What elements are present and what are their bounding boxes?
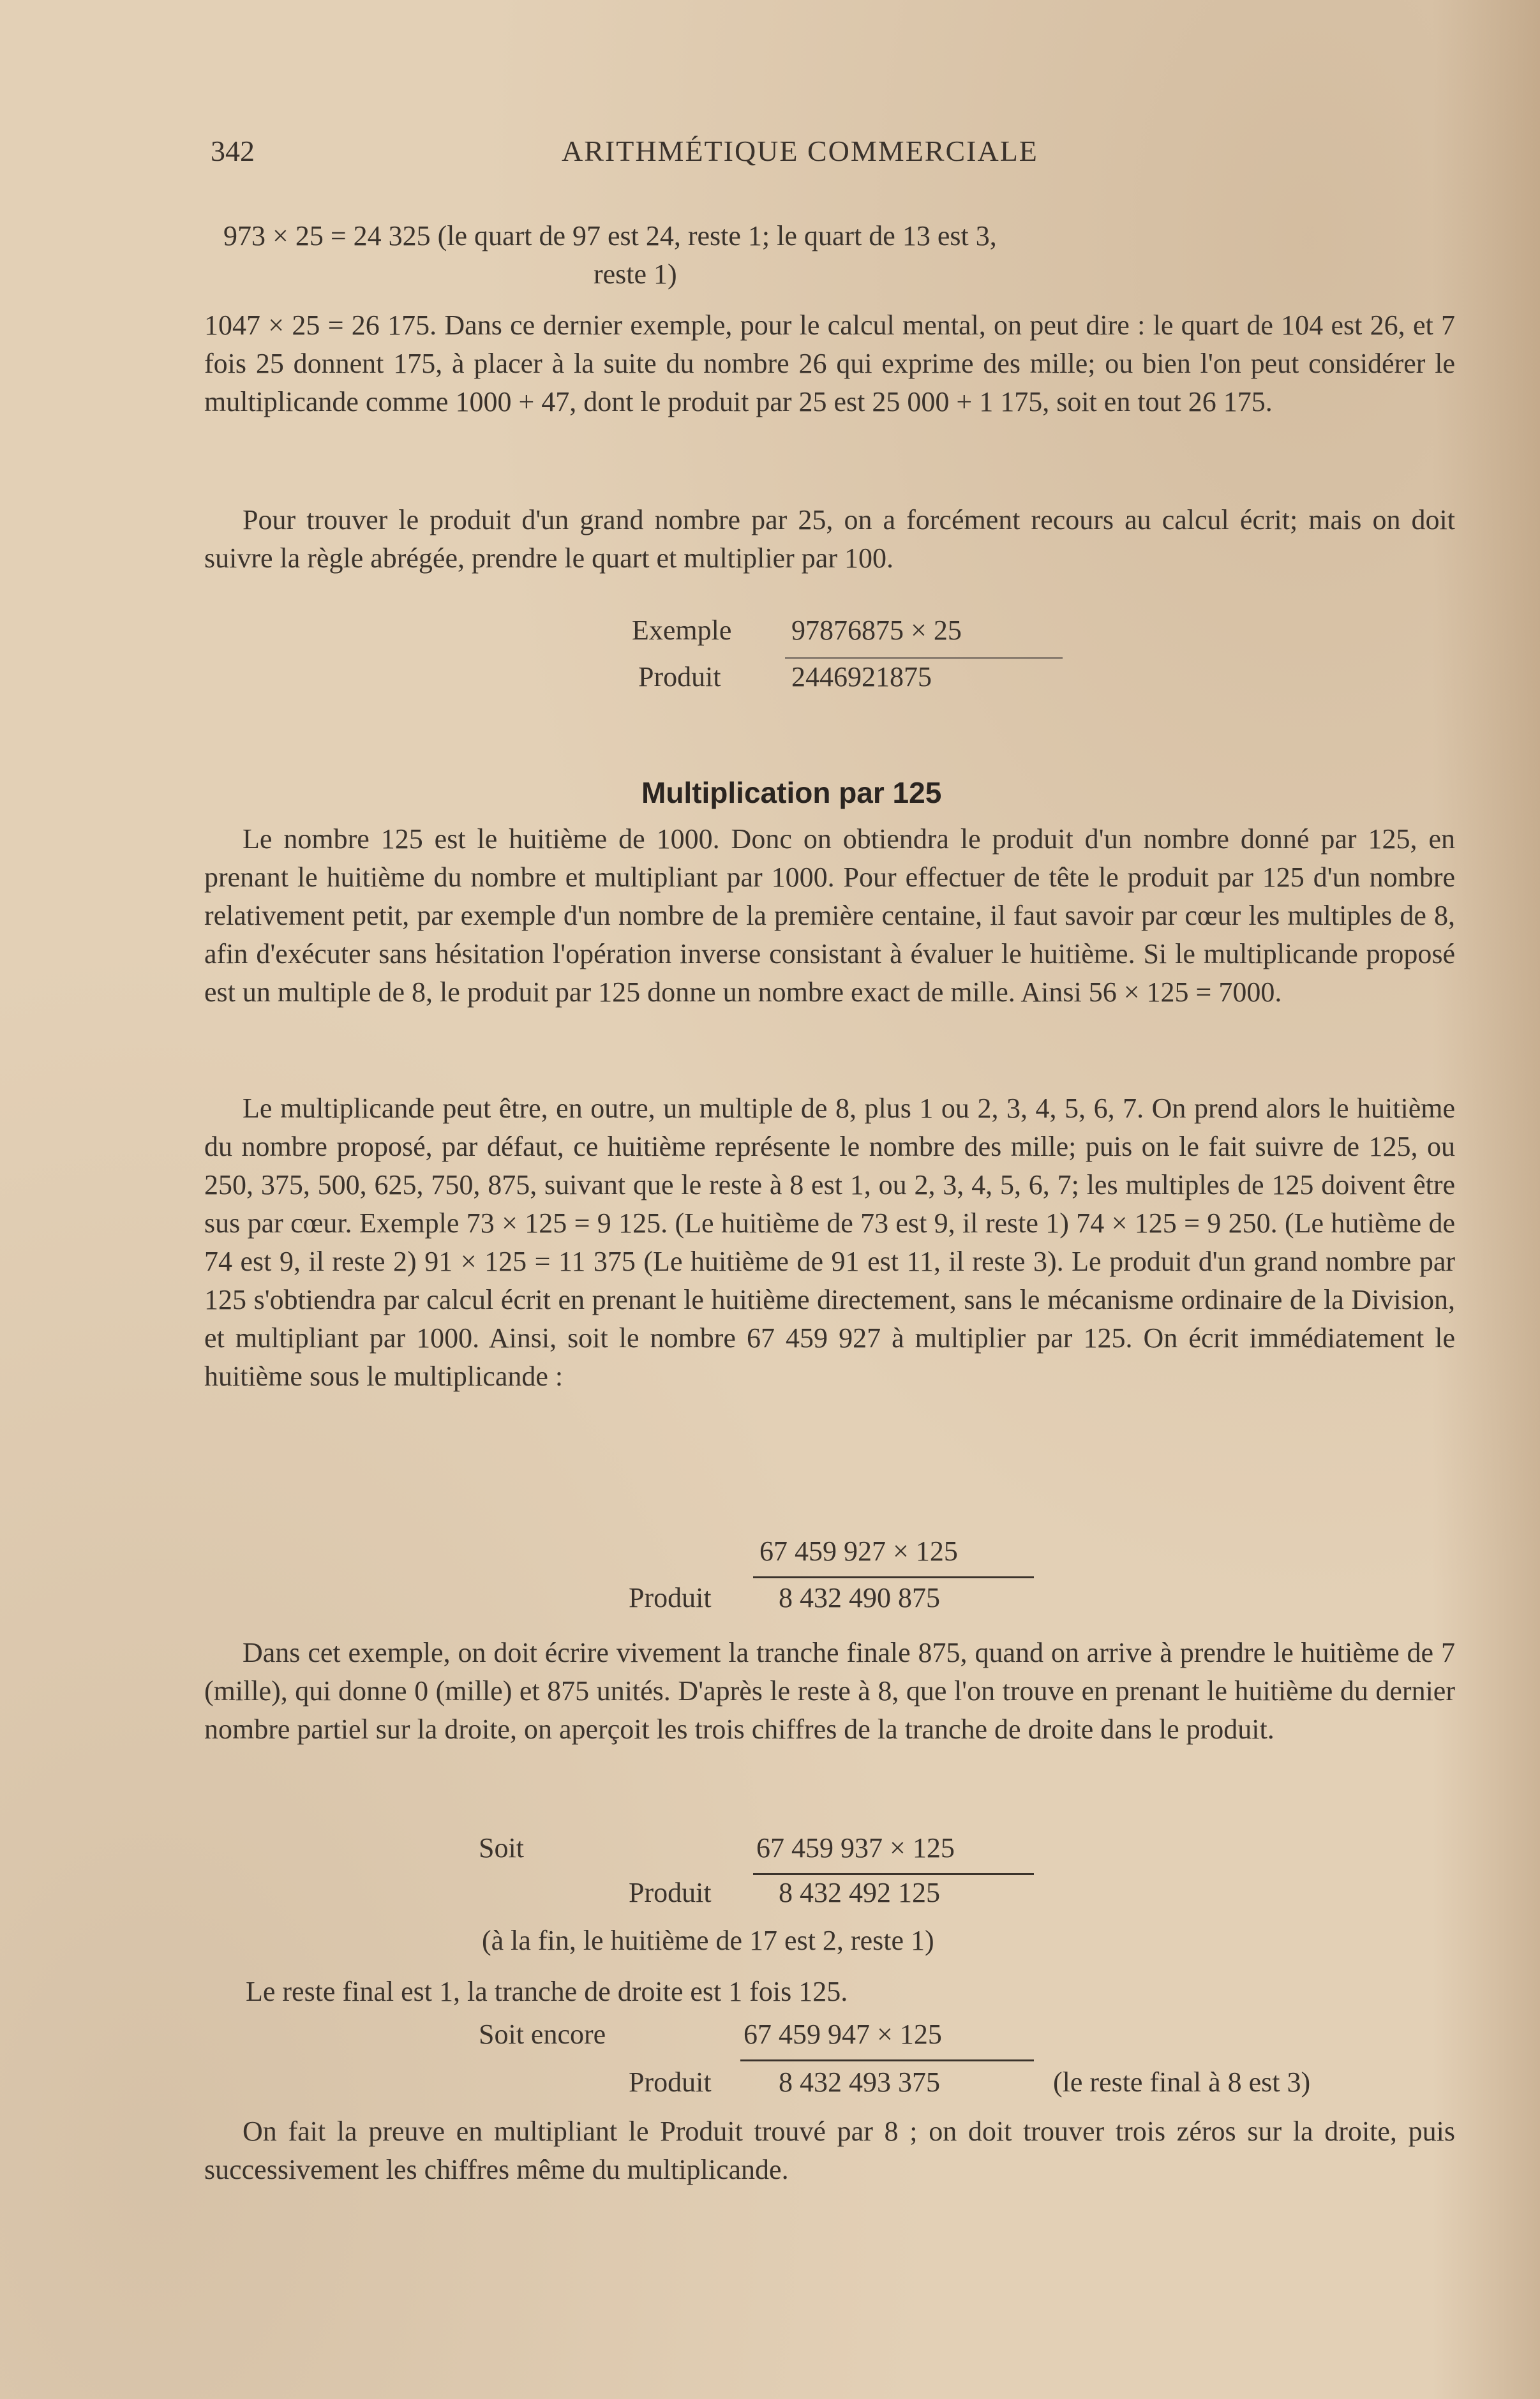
paragraph-tranche-finale: Dans cet exemple, on doit écrire vivement la tranche finale 875, quand on arrive à prendre le huitième de 7 (mille), qui donne 0 (mille) et 875 unités. D'après le reste à 8, que l'on trouve en prenant le huitième du dernier nombre partiel sur la droite, on aperçoit les trois chiffres de la tranche de droite dans le produit. <box>204 1637 1455 1745</box>
calc3-product-label: Produit <box>629 2066 712 2098</box>
paragraph-125-intro: Le nombre 125 est le huitième de 1000. Donc on obtiendra le produit d'un nombre donné par 125, en prenant le huitième du nombre et multipliant par 1000. Pour effectuer de tête le produit par 125 d'un nombre relativement petit, par exemple d'un nombre de la première centaine, il faut savoir par cœur les multiples de 8, afin d'exécuter sans hésitation l'opération inverse consistant à évaluer le huitième. Si le multiplicande proposé est un multiple de 8, le produit par 125 donne un nombre exact de mille. Ainsi 56 × 125 = 7000. <box>204 823 1455 1008</box>
calc2-multiplication: 67 459 937 × 125 <box>756 1832 955 1864</box>
example-973-continuation: reste 1) <box>594 258 677 290</box>
example-product-label: Produit <box>638 661 721 692</box>
calc3-rule <box>740 2059 1034 2061</box>
calc3-note: (le reste final à 8 est 3) <box>1053 2066 1311 2098</box>
calc1-product-value: 8 432 490 875 <box>779 1582 940 1613</box>
example-value: 97876875 × 25 <box>791 615 962 646</box>
calc2-product-label: Produit <box>629 1877 712 1908</box>
calc2-product-value: 8 432 492 125 <box>779 1877 940 1908</box>
paragraph-grand-nombre: Pour trouver le produit d'un grand nombre par 25, on a forcément recours au calcul écrit; mais on doit suivre la règle abrégée, prendre le quart et multiplier par 100. <box>204 504 1455 574</box>
paragraph-1047: 1047 × 25 = 26 175. Dans ce dernier exemple, pour le calcul mental, on peut dire : le quart de 104 est 26, et 7 fois 25 donnent 175, à placer à la suite du nombre 26 qui exprime des mille; ou bien l'on peut considérer le multiplicande comme 1000 + 47, dont le produit par 25 est 25 000 + 1 175, soit en tout 26 175. <box>204 310 1455 417</box>
calc1-multiplication: 67 459 927 × 125 <box>759 1536 958 1567</box>
calc3-product-value: 8 432 493 375 <box>779 2066 940 2098</box>
calc2-label: Soit <box>479 1832 524 1864</box>
calc2-rule <box>753 1873 1034 1875</box>
example-label: Exemple <box>632 615 732 646</box>
section-heading: Multiplication par 125 <box>641 776 942 809</box>
calc2-note: (à la fin, le huitième de 17 est 2, reste 1) <box>482 1925 934 1956</box>
calc1-rule <box>753 1576 1034 1578</box>
example-product-value: 2446921875 <box>791 661 932 692</box>
example-973-line: 973 × 25 = 24 325 (le quart de 97 est 24, reste 1; le quart de 13 est 3, <box>223 220 997 251</box>
example-rule <box>785 657 1063 659</box>
calc3-label: Soit encore <box>479 2019 606 2050</box>
calc1-product-label: Produit <box>629 1582 712 1613</box>
page-number: 342 <box>211 135 255 167</box>
reste-final-line: Le reste final est 1, la tranche de droite est 1 fois 125. <box>246 1976 848 2007</box>
paragraph-preuve: On fait la preuve en multipliant le Produit trouvé par 8 ; on doit trouver trois zéros sur la droite, puis successivement les chiffres même du multiplicande. <box>204 2116 1455 2185</box>
running-head: ARITHMÉTIQUE COMMERCIALE <box>562 135 1038 167</box>
calc3-multiplication: 67 459 947 × 125 <box>744 2019 942 2050</box>
paragraph-125-multiplicande: Le multiplicande peut être, en outre, un multiple de 8, plus 1 ou 2, 3, 4, 5, 6, 7. On prend alors le huitième du nombre proposé, par défaut, ce huitième représente le nombre des mille; puis on le fait suivre de 125, ou 250, 375, 500, 625, 750, 875, suivant que le reste à 8 est 1, ou 2, 3, 4, 5, 6, 7; les multiples de 125 doivent être sus par cœur. Exemple 73 × 125 = 9 125. (Le huitième de 73 est 9, il reste 1) 74 × 125 = 9 250. (Le hutième de 74 est 9, il reste 2) 91 × 125 = 11 375 (Le huitième de 91 est 11, il reste 3). Le produit d'un grand nombre par 125 s'obtiendra par calcul écrit en prenant le huitième directement, sans le mécanisme ordinaire de la Division, et multipliant par 1000. Ainsi, soit le nombre 67 459 927 à multiplier par 125. On écrit immédiatement le huitième sous le multiplicande : <box>204 1093 1455 1392</box>
